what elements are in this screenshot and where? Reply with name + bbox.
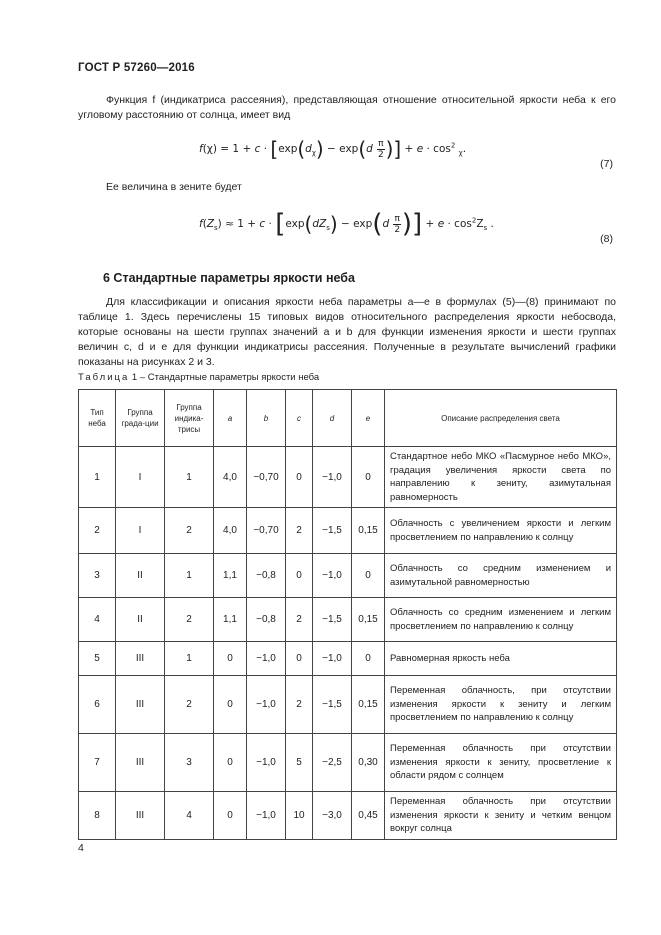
- cell-grad: II: [116, 598, 165, 642]
- th-c: c: [286, 390, 313, 447]
- cell-ind: 1: [165, 447, 214, 508]
- cell-d: −3,0: [313, 792, 352, 840]
- table-row: [79, 598, 617, 642]
- cell-type: 3: [79, 554, 116, 598]
- table-row: [79, 447, 617, 508]
- sky-parameters-table: [78, 389, 617, 840]
- document-header: ГОСТ Р 57260—2016: [78, 62, 195, 74]
- formula-7: $f(\chi) = 1 + c \cdot [\exp(d_\chi) - \exp(d$ $\frac{\pi}{2}$ )] + $e \cdot \cos^2 _\chi$.: [199, 137, 467, 161]
- cell-b: −0,8: [247, 598, 286, 642]
- th-grad-group: Группа града-ции: [116, 390, 165, 447]
- cell-b: −0,8: [247, 554, 286, 598]
- th-type: Тип неба: [79, 390, 116, 447]
- cell-c: 10: [286, 792, 313, 840]
- cell-d: −1,0: [313, 447, 352, 508]
- cell-d: −1,5: [313, 508, 352, 554]
- cell-grad: I: [116, 508, 165, 554]
- cell-ind: 4: [165, 792, 214, 840]
- cell-d: −1,5: [313, 598, 352, 642]
- table-caption-rest: 1 – Стандартные параметры яркости неба: [131, 372, 320, 383]
- cell-type: 6: [79, 676, 116, 734]
- th-d: d: [313, 390, 352, 447]
- th-a: a: [214, 390, 247, 447]
- section-heading: 6 Стандартные параметры яркости неба: [103, 271, 355, 285]
- cell-e: 0,15: [352, 598, 385, 642]
- cell-b: −0,70: [247, 508, 286, 554]
- cell-description: Облачность со средним изменением и легким просветлением по направлению к солнцу: [385, 598, 617, 642]
- cell-b: −1,0: [247, 676, 286, 734]
- cell-grad: III: [116, 642, 165, 676]
- section-paragraph: Для классификации и описания яркости неба параметры a—e в формулах (5)—(8) принимают по таблице 1. Здесь перечислены 15 типовых видов относительного распределения яркости небосвода, которые основаны на шести группах значений a и b для функции изменения яркости и шести группах величин c, d и e для функции индикатрисы рассеяния. Полученные в результате вычислений графики показаны на рисунках 2 и 3.: [78, 296, 616, 368]
- cell-a: 4,0: [214, 447, 247, 508]
- cell-grad: III: [116, 734, 165, 792]
- cell-type: 2: [79, 508, 116, 554]
- cell-ind: 2: [165, 676, 214, 734]
- cell-e: 0,15: [352, 508, 385, 554]
- th-e: e: [352, 390, 385, 447]
- zenith-paragraph: Ее величина в зените будет: [106, 181, 242, 193]
- cell-type: 8: [79, 792, 116, 840]
- cell-b: −1,0: [247, 642, 286, 676]
- cell-d: −1,0: [313, 642, 352, 676]
- cell-c: 2: [286, 676, 313, 734]
- cell-type: 4: [79, 598, 116, 642]
- table-row: [79, 792, 617, 840]
- cell-d: −2,5: [313, 734, 352, 792]
- cell-a: 0: [214, 642, 247, 676]
- page-number: 4: [78, 842, 84, 854]
- cell-a: 0: [214, 734, 247, 792]
- table-row: [79, 554, 617, 598]
- cell-description: Переменная облачность при отсутствии изменения яркости к зениту, просветление к области рядом с солнцем: [385, 734, 617, 792]
- formula-8: $f(Z_s) \approx 1 + c \cdot [\exp(dZ_s) - \exp(d$ $\frac{\pi}{2}$ )] + $e \cdot \cos^2Z_s$ .: [199, 209, 494, 239]
- table-row: [79, 642, 617, 676]
- table-row: [79, 508, 617, 554]
- cell-type: 5: [79, 642, 116, 676]
- cell-description: Облачность со средним изменением и азимутальной равномерностью: [385, 554, 617, 598]
- cell-e: 0,30: [352, 734, 385, 792]
- cell-d: −1,0: [313, 554, 352, 598]
- cell-grad: III: [116, 792, 165, 840]
- cell-description: Стандартное небо МКО «Пасмурное небо МКО», градация увеличения яркости света по направлению к зениту, азимутальная равномерность: [385, 447, 617, 508]
- cell-c: 0: [286, 642, 313, 676]
- cell-b: −1,0: [247, 734, 286, 792]
- cell-grad: III: [116, 676, 165, 734]
- cell-a: 4,0: [214, 508, 247, 554]
- cell-a: 0: [214, 676, 247, 734]
- cell-b: −1,0: [247, 792, 286, 840]
- cell-e: 0: [352, 554, 385, 598]
- cell-ind: 2: [165, 598, 214, 642]
- cell-b: −0,70: [247, 447, 286, 508]
- cell-e: 0: [352, 642, 385, 676]
- cell-type: 7: [79, 734, 116, 792]
- cell-grad: II: [116, 554, 165, 598]
- table-caption: [78, 372, 319, 383]
- cell-description: Переменная облачность, при отсутствии изменения яркости к зениту и легким просветлением по направлению к солнцу: [385, 676, 617, 734]
- intro-paragraph: Функция f (индикатриса рассеяния), представляющая отношение относительной яркости неба к его угловому расстоянию от солнца, имеет вид: [78, 94, 616, 121]
- table-row: [79, 676, 617, 734]
- formula-7-number: (7): [600, 158, 613, 170]
- cell-c: 5: [286, 734, 313, 792]
- cell-ind: 1: [165, 642, 214, 676]
- table-caption-word: Таблица: [78, 372, 130, 383]
- cell-e: 0: [352, 447, 385, 508]
- cell-c: 0: [286, 554, 313, 598]
- cell-e: 0,15: [352, 676, 385, 734]
- cell-description: Облачность с увеличением яркости и легким просветлением по направлению к солнцу: [385, 508, 617, 554]
- table-row: [79, 734, 617, 792]
- cell-ind: 3: [165, 734, 214, 792]
- table-header-row: [79, 390, 617, 447]
- formula-8-number: (8): [600, 233, 613, 245]
- th-ind-group: Группа индика-трисы: [165, 390, 214, 447]
- cell-ind: 2: [165, 508, 214, 554]
- cell-grad: I: [116, 447, 165, 508]
- cell-a: 1,1: [214, 554, 247, 598]
- cell-e: 0,45: [352, 792, 385, 840]
- cell-c: 2: [286, 598, 313, 642]
- cell-description: Переменная облачность при отсутствии изменения яркости к зениту и четким венцом вокруг солнца: [385, 792, 617, 840]
- cell-ind: 1: [165, 554, 214, 598]
- th-desc: Описание распределения света: [385, 390, 617, 447]
- cell-type: 1: [79, 447, 116, 508]
- cell-a: 0: [214, 792, 247, 840]
- cell-a: 1,1: [214, 598, 247, 642]
- cell-c: 2: [286, 508, 313, 554]
- cell-description: Равномерная яркость неба: [385, 642, 617, 676]
- cell-c: 0: [286, 447, 313, 508]
- cell-d: −1,5: [313, 676, 352, 734]
- th-b: b: [247, 390, 286, 447]
